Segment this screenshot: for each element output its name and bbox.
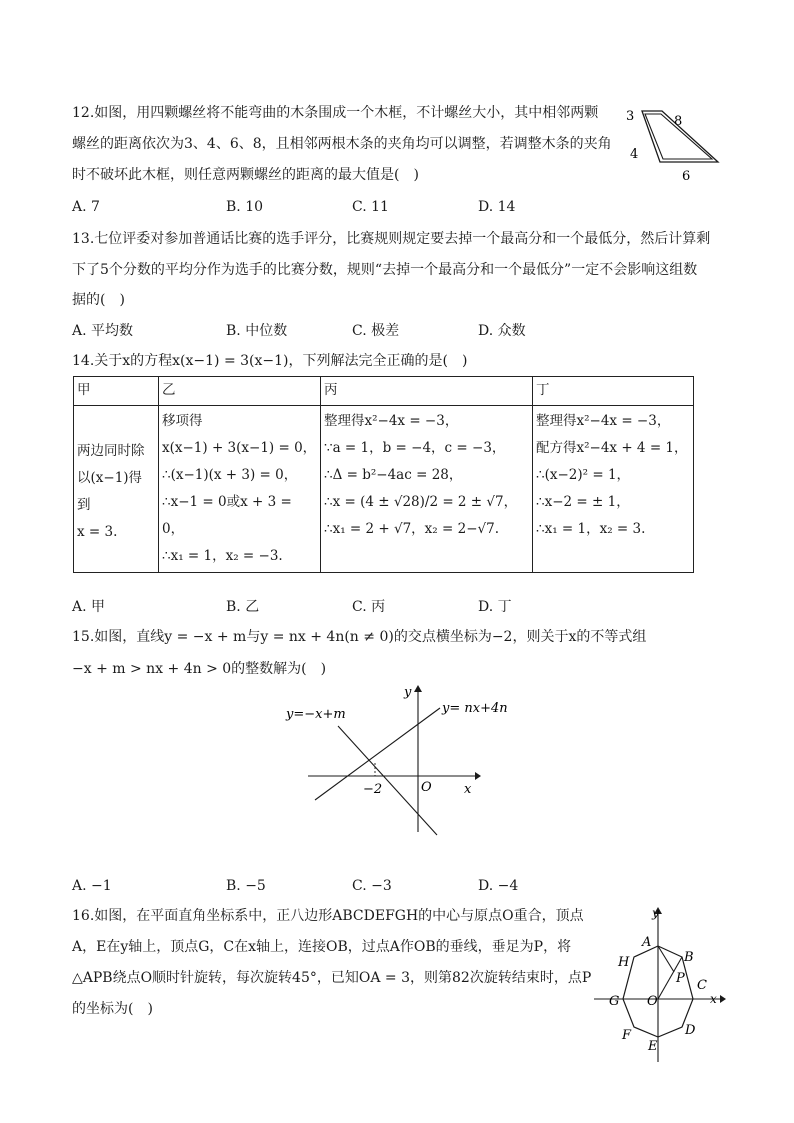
q14-cell-jia (74, 406, 159, 573)
q15-label-tick: −2 (363, 782, 383, 797)
q14-bing-line-2: ∵a = 1，b = −4，c = −3， (324, 440, 506, 456)
q16-line-2: A，E在y轴上，顶点G，C在x轴上，连接OB，过点A作OB的垂线，垂足为P，将 (72, 939, 572, 955)
q16-label-c: C (697, 978, 707, 993)
q16-line-3: △APB绕点O顺时针旋转，每次旋转45°，已知OA = 3，则第82次旋转结束时，点P (72, 970, 592, 986)
q16-label-g: G (609, 994, 620, 1009)
q14-option-a: A. 甲 (72, 599, 106, 615)
q16-line-4: 的坐标为( ) (72, 1001, 153, 1017)
q14-table-header-row (74, 377, 694, 406)
q14-bing-line-3: ∴Δ = b²−4ac = 28， (324, 467, 463, 483)
q16-label-a: A (642, 935, 652, 950)
q12-option-b: B. 10 (226, 199, 264, 215)
q13-line-1: 13.七位评委对参加普通话比赛的选手评分，比赛规则规定要去掉一个最高分和一个最低分，然后计算剩 (72, 231, 711, 247)
q15-line-2: −x + m > nx + 4n > 0的整数解为( ) (72, 661, 327, 677)
q15-option-d: D. −4 (478, 878, 519, 894)
q15-y-arrow (414, 685, 422, 692)
q14-table-body-row (74, 406, 694, 573)
q15-x-arrow (475, 772, 481, 780)
q13-option-c: C. 极差 (352, 323, 400, 339)
q16-label-d: D (685, 1023, 696, 1038)
q12-option-a: A. 7 (72, 199, 100, 215)
q14-cell-ding (533, 406, 694, 573)
q14-stem: 14.关于x的方程x(x−1) = 3(x−1)，下列解法完全正确的是( ) (72, 353, 468, 369)
q12-label-6: 6 (682, 169, 691, 184)
q14-yi-line-5: ∴x₁ = 1，x₂ = −3. (162, 548, 283, 564)
q14-header-bing: 丙 (321, 377, 533, 406)
q12-label-8: 8 (674, 114, 683, 129)
q12-label-4: 4 (630, 147, 639, 162)
q14-jia-line-3: x = 3. (77, 524, 118, 540)
q14-jia-line-1: 两边同时除 (77, 443, 145, 459)
q15-label-y: y (404, 685, 412, 700)
q14-cell-bing (321, 406, 533, 573)
q12-frame-figure (620, 100, 730, 185)
q15-option-b: B. −5 (226, 878, 266, 894)
q14-bing-line-5: ∴x₁ = 2 + √7，x₂ = 2−√7. (324, 521, 499, 537)
q15-option-c: C. −3 (352, 878, 392, 894)
q15-label-x: x (464, 782, 472, 797)
q12-label-3: 3 (626, 109, 635, 124)
q14-ding-line-2: 配方得x²−4x + 4 = 1， (536, 440, 688, 456)
q16-label-b: B (684, 950, 694, 965)
q14-header-yi: 乙 (159, 377, 321, 406)
q12-line-3: 时不破坏此木框，则任意两颗螺丝的距离的最大值是( ) (72, 167, 419, 183)
q14-ding-line-3: ∴(x−2)² = 1， (536, 467, 631, 483)
q14-ding-line-5: ∴x₁ = 1，x₂ = 3. (536, 521, 646, 537)
q13-option-a: A. 平均数 (72, 323, 134, 339)
q14-jia-line-2: 以(x−1)得到 (77, 470, 143, 513)
q14-option-d: D. 丁 (478, 599, 512, 615)
q12-option-c: C. 11 (352, 199, 389, 215)
q15-label-origin: O (421, 780, 432, 795)
q16-label-x: x (710, 992, 717, 1006)
q13-line-3: 据的( ) (72, 292, 125, 308)
q16-line-1: 16.如图，在平面直角坐标系中，正八边形ABCDEFGH的中心与原点O重合，顶点 (72, 908, 584, 924)
q16-label-f: F (622, 1028, 632, 1043)
q14-header-ding: 丁 (533, 377, 694, 406)
q16-label-o: O (647, 994, 658, 1009)
q16-label-p: P (676, 971, 685, 986)
q14-yi-line-2: x(x−1) + 3(x−1) = 0， (162, 440, 317, 456)
q14-cell-yi (159, 406, 321, 573)
q14-header-jia: 甲 (74, 377, 159, 406)
q14-bing-line-1: 整理得x²−4x = −3， (324, 413, 459, 429)
q15-label-line2: y= nx+4n (442, 701, 508, 716)
q14-ding-line-1: 整理得x²−4x = −3， (536, 413, 671, 429)
q12-line-1: 12.如图，用四颗螺丝将不能弯曲的木条围成一个木框，不计螺丝大小，其中相邻两颗 (72, 105, 599, 121)
q15-line-1: 15.如图，直线y = −x + m与y = nx + 4n(n ≠ 0)的交点横坐标为−2，则关于x的不等式组 (72, 629, 647, 645)
q14-yi-line-1: 移项得 (162, 413, 203, 429)
q14-ding-line-4: ∴x−2 = ± 1， (536, 494, 630, 510)
q14-option-c: C. 丙 (352, 599, 386, 615)
q14-yi-line-4: ∴x−1 = 0或x + 3 = 0， (162, 494, 292, 537)
q15-option-a: A. −1 (72, 878, 112, 894)
q14-option-b: B. 乙 (226, 599, 260, 615)
q16-octagon-figure (592, 900, 732, 1065)
q15-label-line1: y=−x+m (286, 707, 346, 722)
q15-graph (280, 680, 520, 840)
q14-solution-table (73, 376, 694, 573)
q14-bing-line-4: ∴x = (4 ± √28)/2 = 2 ± √7， (324, 494, 518, 510)
q16-label-e: E (648, 1039, 658, 1054)
q13-option-d: D. 众数 (478, 323, 526, 339)
q13-line-2: 下了5个分数的平均分作为选手的比赛分数，规则“去掉一个最高分和一个最低分”一定不会影响这组数 (72, 262, 698, 278)
q16-label-h: H (618, 955, 630, 970)
q16-x-arrow (720, 995, 726, 1003)
q13-option-b: B. 中位数 (226, 323, 288, 339)
q12-option-d: D. 14 (478, 199, 516, 215)
q14-yi-line-3: ∴(x−1)(x + 3) = 0， (162, 467, 298, 483)
q12-line-2: 螺丝的距离依次为3、4、6、8，且相邻两根木条的夹角均可以调整，若调整木条的夹角 (72, 136, 612, 152)
q16-label-y: y (652, 906, 659, 920)
